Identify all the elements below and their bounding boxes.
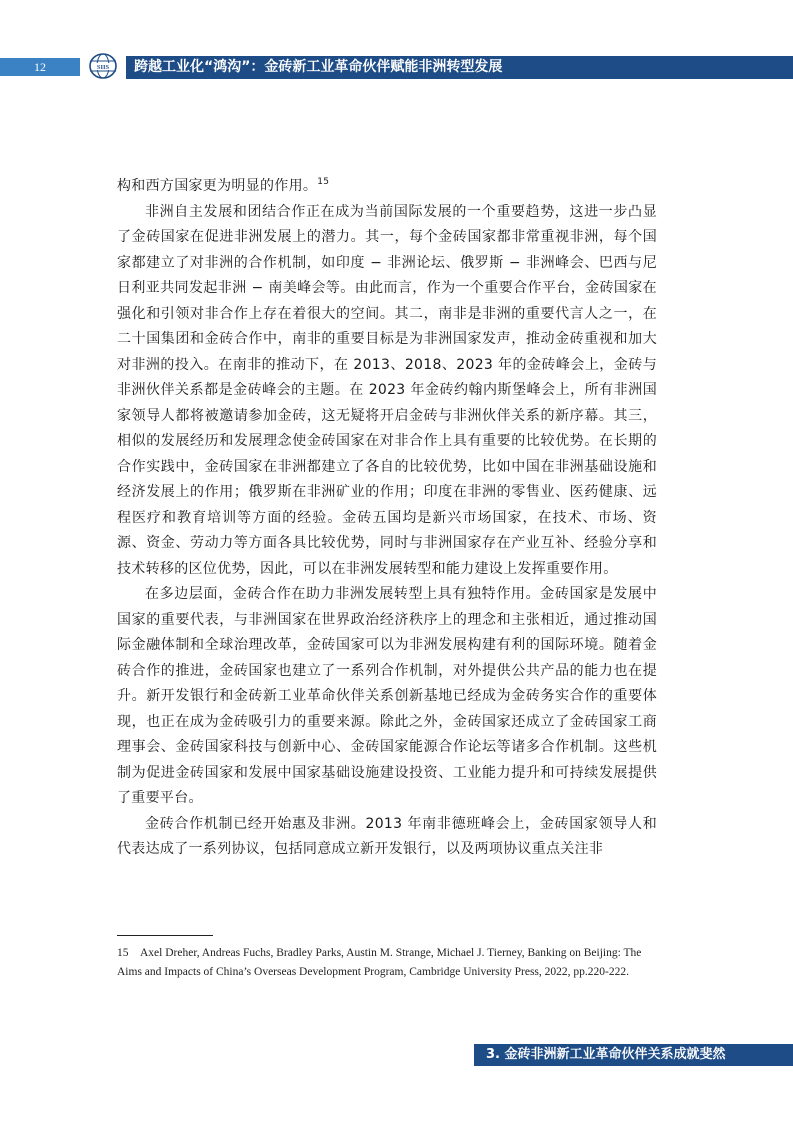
globe-icon xyxy=(88,52,118,80)
paragraph: 金砖合作机制已经开始惠及非洲。2013 年南非德班峰会上，金砖国家领导人和代表达成了一系列协议，包括同意成立新开发银行，以及两项协议重点关注非 xyxy=(117,815,657,857)
footnote-marker[interactable]: 15 xyxy=(317,177,330,187)
logo-text: SIIS xyxy=(96,64,110,71)
paragraph-continued xyxy=(117,174,657,200)
main-text xyxy=(117,174,657,863)
page-number: 12 xyxy=(0,58,80,76)
footnote xyxy=(117,944,657,982)
chapter-title: 3. 金砖非洲新工业革命伙伴关系成就斐然 xyxy=(486,1047,726,1062)
paragraph: 在多边层面，金砖合作在助力非洲发展转型上具有独特作用。金砖国家是发展中国家的重要代表，与非洲国家在世界政治经济秩序上的理念和主张相近，通过推动国际金融体制和全球治理改革，金砖国家可以为非洲发展构建有利的国际环境。随着金砖合作的推进，金砖国家也建立了一系列合作机制，对外提供公共产品的能力也在提升。新开发银行和金砖新工业革命伙伴关系创新基地已经成为金砖务实合作的重要体现，也正在成为金砖吸引力的重要来源。除此之外，金砖国家还成立了金砖国家工商理事会、金砖国家科技与创新中心、金砖国家能源合作论坛等诸多合作机制。这些机制为促进金砖国家和发展中国家基础设施建设投资、工业能力提升和可持续发展提供了重要平台。 xyxy=(117,586,657,806)
header-title-box xyxy=(126,56,793,79)
footnote-divider xyxy=(117,935,213,936)
siis-logo xyxy=(88,52,118,80)
footnote-text: 15 Axel Dreher, Andreas Fuchs, Bradley Parks, Austin M. Strange, Michael J. Tierney, Banking on Beijing: The Aims and Impacts of China’s Overseas Development Program, Cambridge University Press, 2022, pp.220-222. xyxy=(117,947,642,978)
paragraph: 非洲自主发展和团结合作正在成为当前国际发展的一个重要趋势，这进一步凸显了金砖国家在促进非洲发展上的潜力。其一，每个金砖国家都非常重视非洲，每个国家都建立了对非洲的合作机制，如印度 − 非洲论坛、俄罗斯 − 非洲峰会、巴西与尼日利亚共同发起非洲 − 南美峰会等。由此而言，作为一个重要合作平台，金砖国家在强化和引领对非合作上存在着很大的空间。其二，南非是非洲的重要代言人之一，在二十国集团和金砖合作中，南非的重要目标是为非洲国家发声，推动金砖重视和加大对非洲的投入。在南非的推动下，在 2013、2018、2023 年的金砖峰会上，金砖与非洲伙伴关系都是金砖峰会的主题。在 2023 年金砖约翰内斯堡峰会上，所有非洲国家领导人都将被邀请参加金砖，这无疑将开启金砖与非洲伙伴关系的新序幕。其三，相似的发展经历和发展理念使金砖国家在对非合作上具有重要的比较优势。在长期的合作实践中，金砖国家在非洲都建立了各自的比较优势，比如中国在非洲基础设施和经济发展上的作用；俄罗斯在非洲矿业的作用；印度在非洲的零售业、医药健康、远程医疗和教育培训等方面的经验。金砖五国均是新兴市场国家，在技术、市场、资源、资金、劳动力等方面各具比较优势，同时与非洲国家存在产业互补、经验分享和技术转移的区位优势，因此，可以在非洲发展转型和能力建设上发挥重要作用。 xyxy=(117,203,657,577)
chapter-footer xyxy=(474,1044,793,1066)
paragraph-text: 构和西方国家更为明显的作用。 xyxy=(117,178,318,194)
running-title: 跨越工业化“鸿沟”：金砖新工业革命伙伴赋能非洲转型发展 xyxy=(134,59,503,75)
